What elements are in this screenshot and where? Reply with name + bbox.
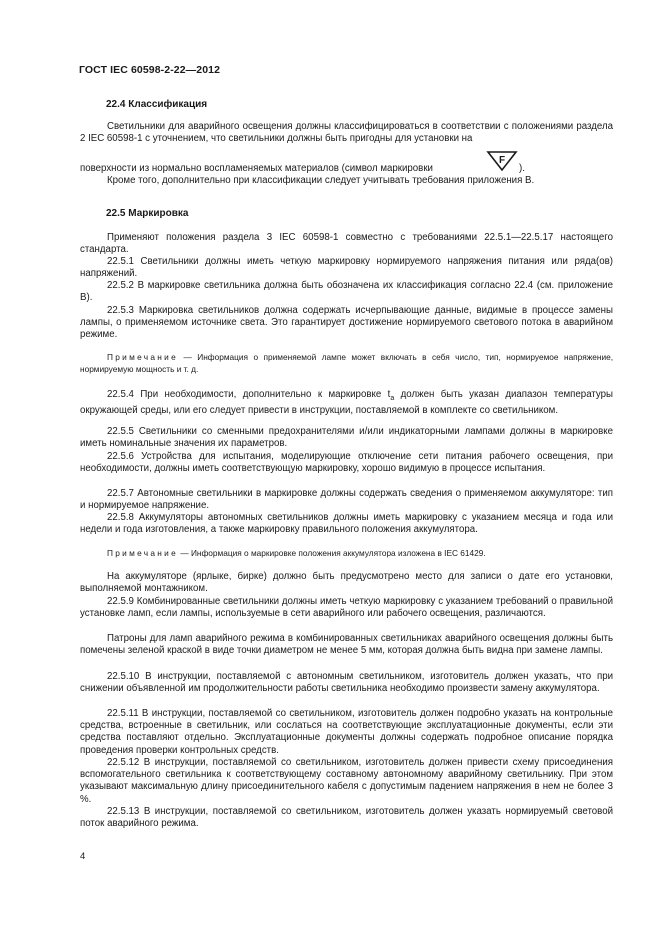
clause-22-5-9: 22.5.9 Комбинированные светильники должны иметь четкую маркировку с указанием требований о правильной установке ламп, если лампы, используемые в сети аварийного или рабочего освещения, различаются.	[80, 596, 613, 620]
paragraph-text: поверхности из нормально воспламеняемых материалов (символ маркировки	[80, 163, 433, 174]
note-text: — Информация о применяемой лампе может включать в себя число, тип, нормируемое напряжение, нормируемую мощность и т. д.	[80, 352, 613, 374]
clause-22-5-12: 22.5.12 В инструкции, поставляемой со светильником, изготовитель должен привести схему присоединения вспомогательного светильника к соответствующему составному автономному аварийному светильнику. При этом указывают максимальную длину присоединительного кабеля с допустимым падением напряжения в нем не более 3 %.	[80, 757, 613, 805]
clause-22-5-7: 22.5.7 Автономные светильники в маркировке должны содержать сведения о применяемом аккумуляторе: тип и нормируемое напряжение.	[80, 488, 613, 512]
note-lamp-info	[80, 352, 613, 375]
page-number: 4	[80, 851, 86, 862]
paragraph-classification-1-close: ).	[519, 163, 525, 174]
clause-22-5-2: 22.5.2 В маркировке светильника должна быть обозначена их классификация согласно 22.4 (см. приложение В).	[80, 280, 613, 304]
paragraph-classification-1-end	[80, 163, 433, 175]
note-battery-position	[80, 548, 613, 560]
paragraph-classification-1: Светильники для аварийного освещения должны классифицироваться в соответствии с положениями раздела 2 IEC 60598-1 с уточнением, что светильники должны быть пригодны для установки на	[80, 121, 613, 145]
section-title-marking: 22.5 Маркировка	[106, 208, 189, 219]
clause-text: 22.5.4 При необходимости, дополнительно к маркировке t	[107, 389, 391, 400]
clause-text-cont: должен быть указан диапазон температуры окружающей среды, или его следует привести в инструкции, поставляемой в комплекте со светильником.	[80, 389, 614, 417]
clause-22-5-10: 22.5.10 В инструкции, поставляемой с автономным светильником, изготовитель должен указать, что при снижении объявленной им продолжительности работы светильника необходимо произвести замену аккумулятора.	[80, 671, 613, 695]
subscript: a	[390, 394, 395, 402]
flammable-surface-symbol-icon	[486, 150, 518, 172]
clause-22-5-11: 22.5.11 В инструкции, поставляемой со светильником, изготовитель должен подробно указать на контрольные средства, встроенные в светильник, или сослаться на соответствующие эксплуатационные документы, если эти средства поставляют отдельно. Эксплуатационные документы должны содержать подробное описание порядка проведения проверки контрольных средств.	[80, 708, 613, 756]
paragraph-marking-intro: Применяют положения раздела 3 IEC 60598-1 совместно с требованиями 22.5.1—22.5.17 настоящего стандарта.	[80, 232, 613, 256]
clause-22-5-5: 22.5.5 Светильники со сменными предохранителями и/или индикаторными лампами должны в маркировке иметь номинальные значения их параметров.	[80, 426, 613, 450]
symbol-letter: F	[498, 155, 506, 166]
clause-22-5-3: 22.5.3 Маркировка светильников должна содержать исчерпывающие данные, видимые в процессе замены лампы, о применяемом источнике света. Это гарантирует достижение нормируемого светового потока в аварийном режиме.	[80, 305, 613, 341]
note-label: Примечание	[107, 548, 179, 558]
clause-22-5-13: 22.5.13 В инструкции, поставляемой со светильником, изготовитель должен указать нормируемый световой поток аварийного режима.	[80, 806, 613, 830]
section-title-classification: 22.4 Классификация	[106, 99, 208, 110]
clause-22-5-6: 22.5.6 Устройства для испытания, моделирующие отключение сети питания рабочего освещения, при необходимости, должны иметь соответствующую маркировку, хорошо видимую в процессе испытания.	[80, 451, 613, 475]
clause-22-5-8: 22.5.8 Аккумуляторы автономных светильников должны иметь маркировку с указанием месяца и года или недели и года изготовления, а также маркировку правильного положения аккумулятора.	[80, 512, 613, 536]
document-header: ГОСТ IEC 60598-2-22—2012	[79, 64, 221, 76]
clause-22-5-4	[80, 389, 613, 417]
clause-22-5-1: 22.5.1 Светильники должны иметь четкую маркировку нормируемого напряжения питания или ряда(ов) напряжений.	[80, 256, 613, 280]
note-label: Примечание	[107, 352, 179, 362]
note-text: — Информация о маркировке положения аккумулятора изложена в IEC 61429.	[178, 548, 486, 558]
paragraph-lampholders: Патроны для ламп аварийного режима в комбинированных светильниках аварийного освещения должны быть помечены зеленой краской в виде точки диаметром не менее 5 мм, которая должна быть видна при замене лампы.	[80, 633, 613, 657]
paragraph-classification-2: Кроме того, дополнительно при классификации следует учитывать требования приложения В.	[107, 175, 535, 186]
paragraph-battery-date: На аккумуляторе (ярлыке, бирке) должно быть предусмотрено место для записи о дате его установки, выполняемой монтажником.	[80, 571, 613, 595]
